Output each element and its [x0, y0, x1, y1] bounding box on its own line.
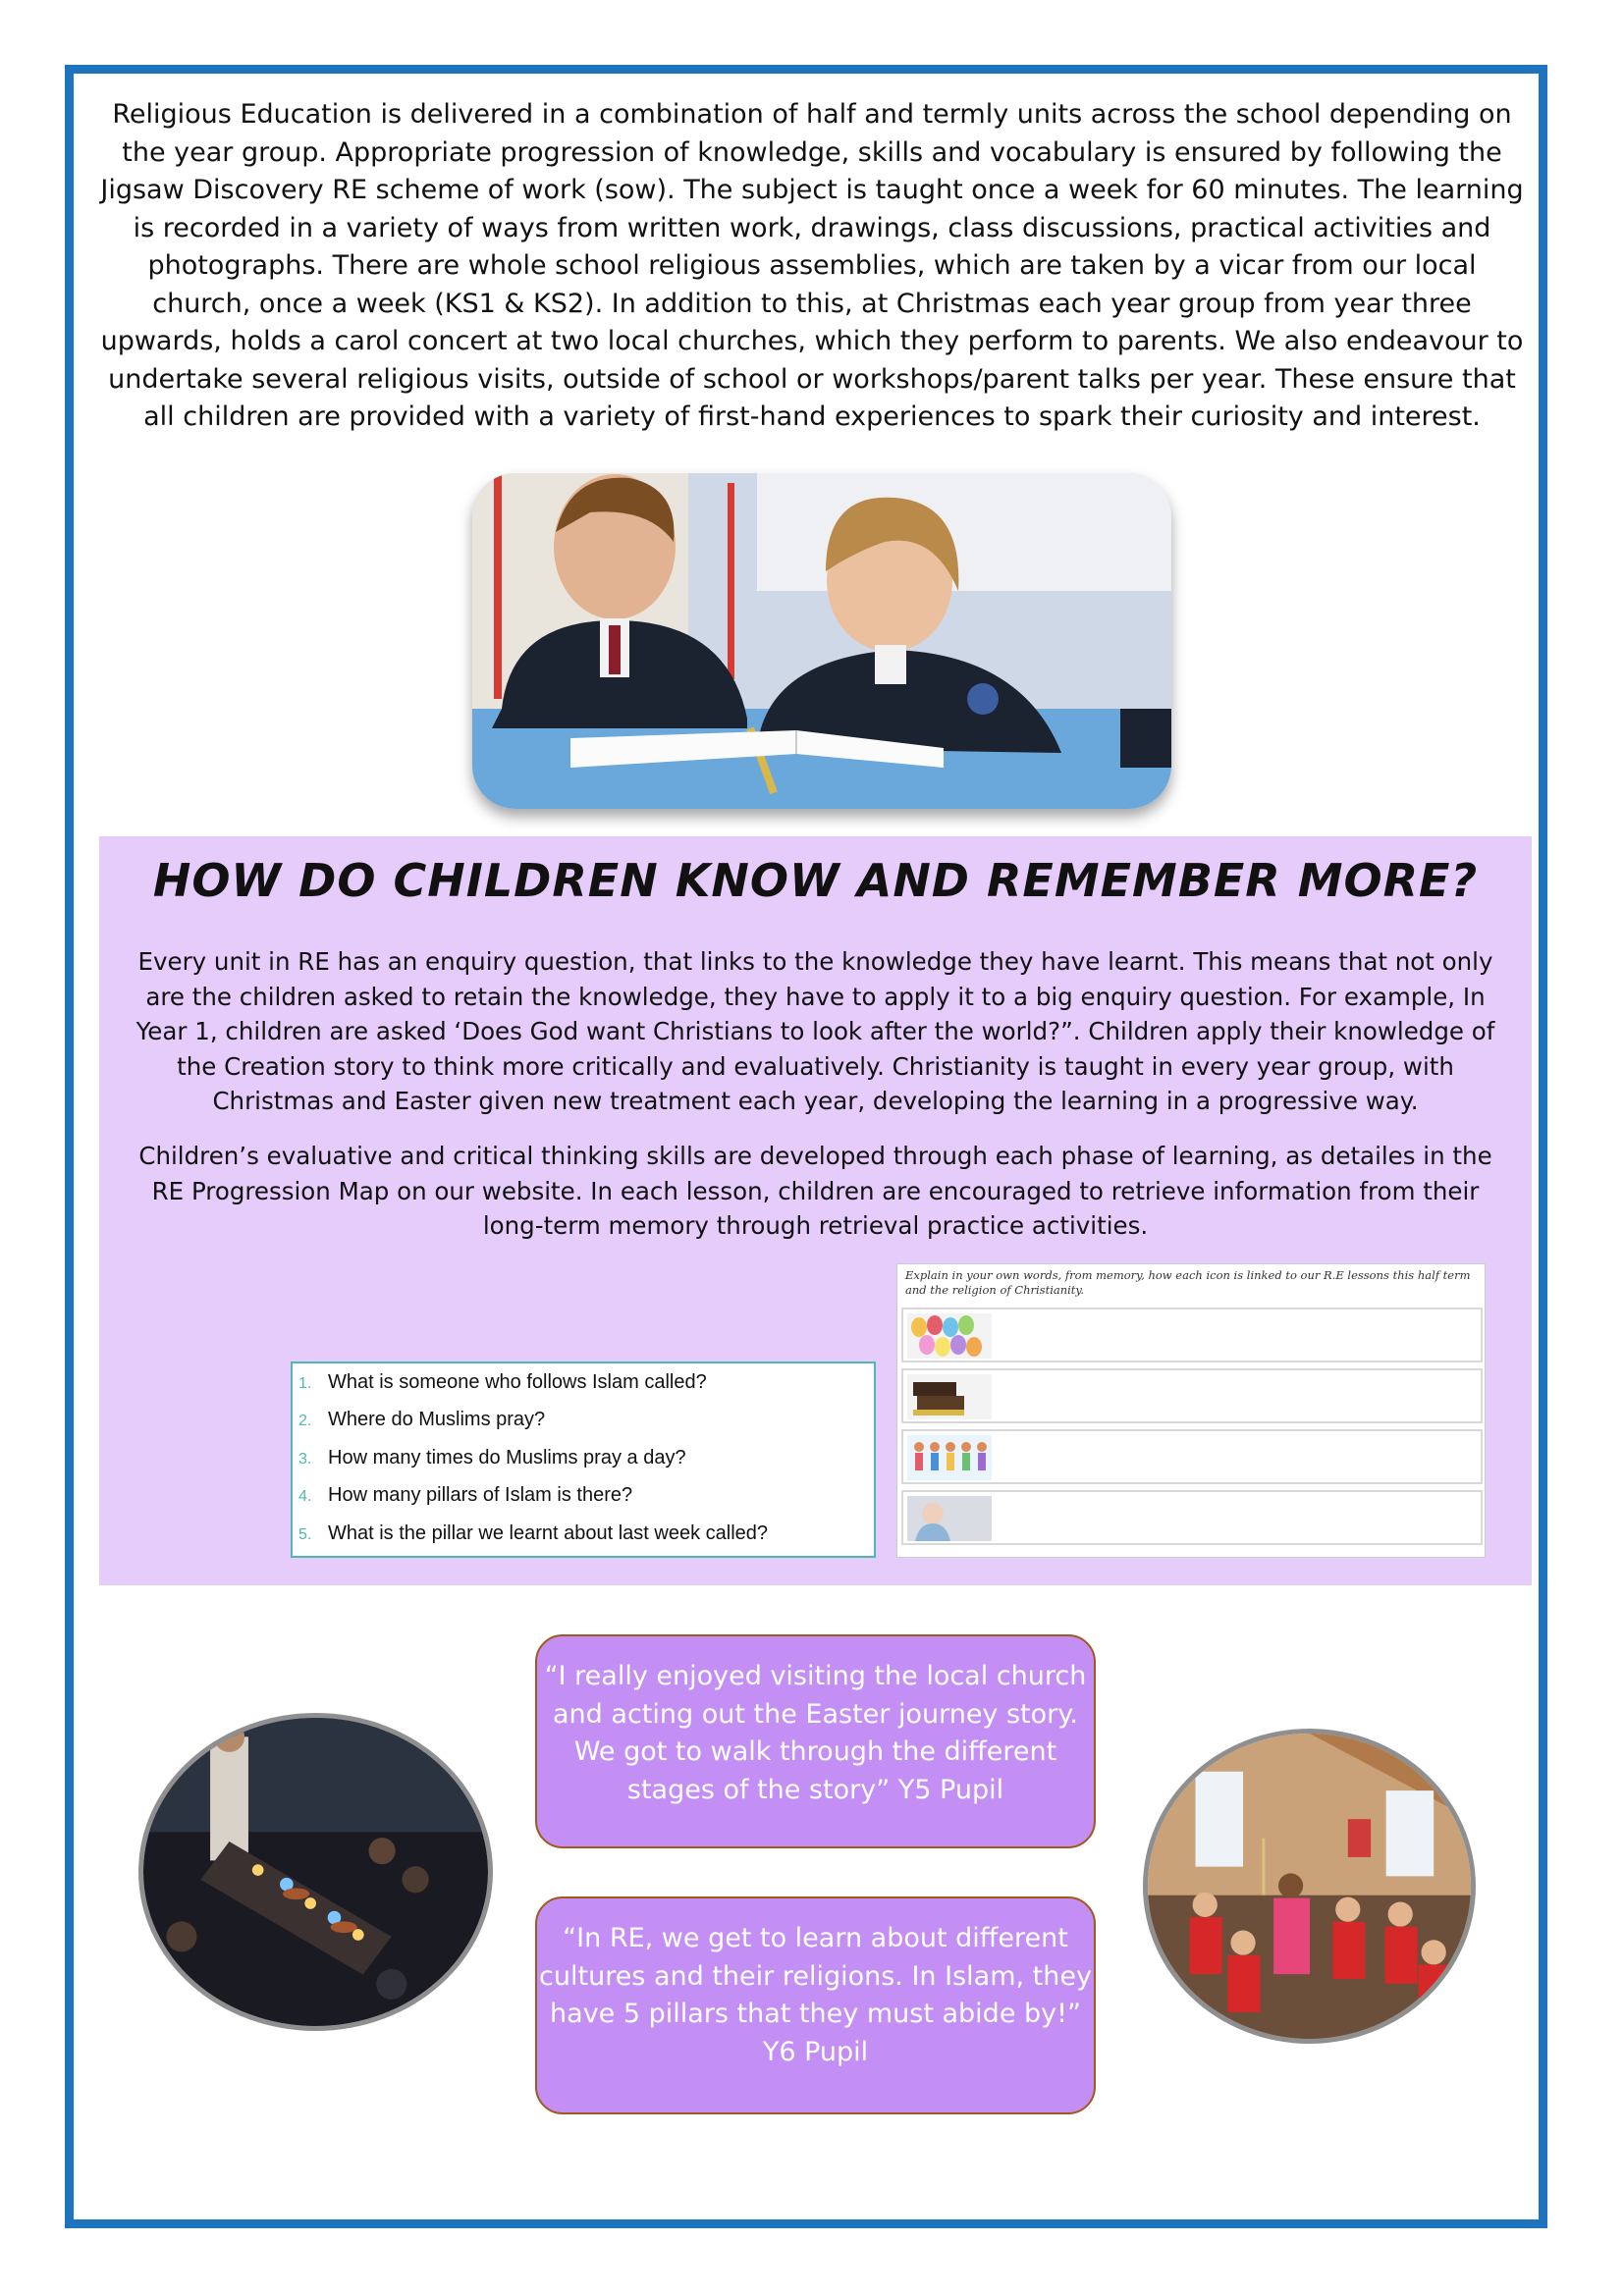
quiz-question: How many pillars of Islam is there? [328, 1484, 633, 1506]
quiz-question: How many times do Muslims pray a day? [328, 1447, 686, 1468]
quiz-number: 1. [298, 1375, 312, 1392]
people-group-icon [907, 1435, 992, 1480]
quiz-item [298, 1370, 707, 1396]
know-remember-panel [99, 836, 1532, 1585]
quiz-number: 5. [298, 1526, 312, 1543]
worksheet-row-people [901, 1429, 1483, 1484]
quiz-item [298, 1522, 768, 1547]
quiz-number: 3. [298, 1451, 312, 1468]
panel-paragraph-1: Every unit in RE has an enquiry question, that links to the knowledge they have learnt. This means that not only are the children asked to retain the knowledge, they have to apply it to a big enquiry question. For example, In Year 1, children are asked ‘Does God want Christians to look after the world?”. Children apply their knowledge of the Creation story to think more critically and evaluatively. Christianity is taught in every year group, with Christmas and Easter given new treatment each year, developing the learning in a progressive way. [135, 947, 1495, 1115]
portrait-icon [907, 1496, 992, 1541]
pupil-quote-y5: “I really enjoyed visiting the local church and acting out the Easter journey story. We got to walk through the different stages of the story” Y5 Pupil [535, 1634, 1096, 1848]
easter-story-candle-photo [138, 1713, 493, 2031]
retrieval-quiz [291, 1362, 876, 1558]
church-visit-photo [1143, 1729, 1476, 2044]
quiz-number: 4. [298, 1488, 312, 1505]
worksheet-title: Explain in your own words, from memory, how each icon is linked to our R.E lessons this half term and the religion of Christianity. [905, 1268, 1471, 1297]
intro-paragraph: Religious Education is delivered in a combination of half and termly units across the school depending on the year group. Appropriate progression of knowledge, skills and vocabulary is ensured by following the Jigsaw Discovery RE scheme of work (sow). The subject is taught once a week for 60 minutes. The learning is recorded in a variety of ways from written work, drawings, class discussions, practical activities and photographs. There are whole school religious assemblies, which are taken by a vicar from our local church, once a week (KS1 & KS2). In addition to this, at Christmas each year group from year three upwards, holds a carol concert at two local churches, which they perform to parents. We also endeavour to undertake several religious visits, outside of school or workshops/parent talks per year. These ensure that all children are provided with a variety of first-hand experiences to spark their curiosity and interest. [100, 99, 1524, 432]
easter-eggs-icon [907, 1313, 992, 1359]
quiz-question: Where do Muslims pray? [328, 1409, 546, 1430]
worksheet-row-portrait [901, 1490, 1483, 1545]
quiz-item [298, 1408, 545, 1433]
worksheet-row-eggs [901, 1308, 1483, 1362]
icon-worksheet [896, 1263, 1486, 1558]
children-writing-photo [472, 473, 1171, 809]
quiz-item [298, 1446, 686, 1471]
quiz-question: What is someone who follows Islam called? [328, 1371, 707, 1393]
worksheet-row-books [901, 1368, 1483, 1423]
quiz-item [298, 1483, 632, 1509]
quiz-number: 2. [298, 1413, 312, 1429]
bible-books-icon [907, 1374, 992, 1419]
panel-paragraph-2: Children’s evaluative and critical thinking skills are developed through each phase of learning, as detailes in the RE Progression Map on our website. In each lesson, children are encouraged to retrieve information from their long-term memory through retrieval practice activities. [138, 1142, 1492, 1240]
pupil-quote-y6: “In RE, we get to learn about different cultures and their religions. In Islam, they have 5 pillars that they must abide by!” Y6 Pupil [535, 1896, 1096, 2114]
panel-title: HOW DO CHILDREN KNOW AND REMEMBER MORE? [152, 854, 1479, 907]
quiz-question: What is the pillar we learnt about last week called? [328, 1522, 769, 1544]
